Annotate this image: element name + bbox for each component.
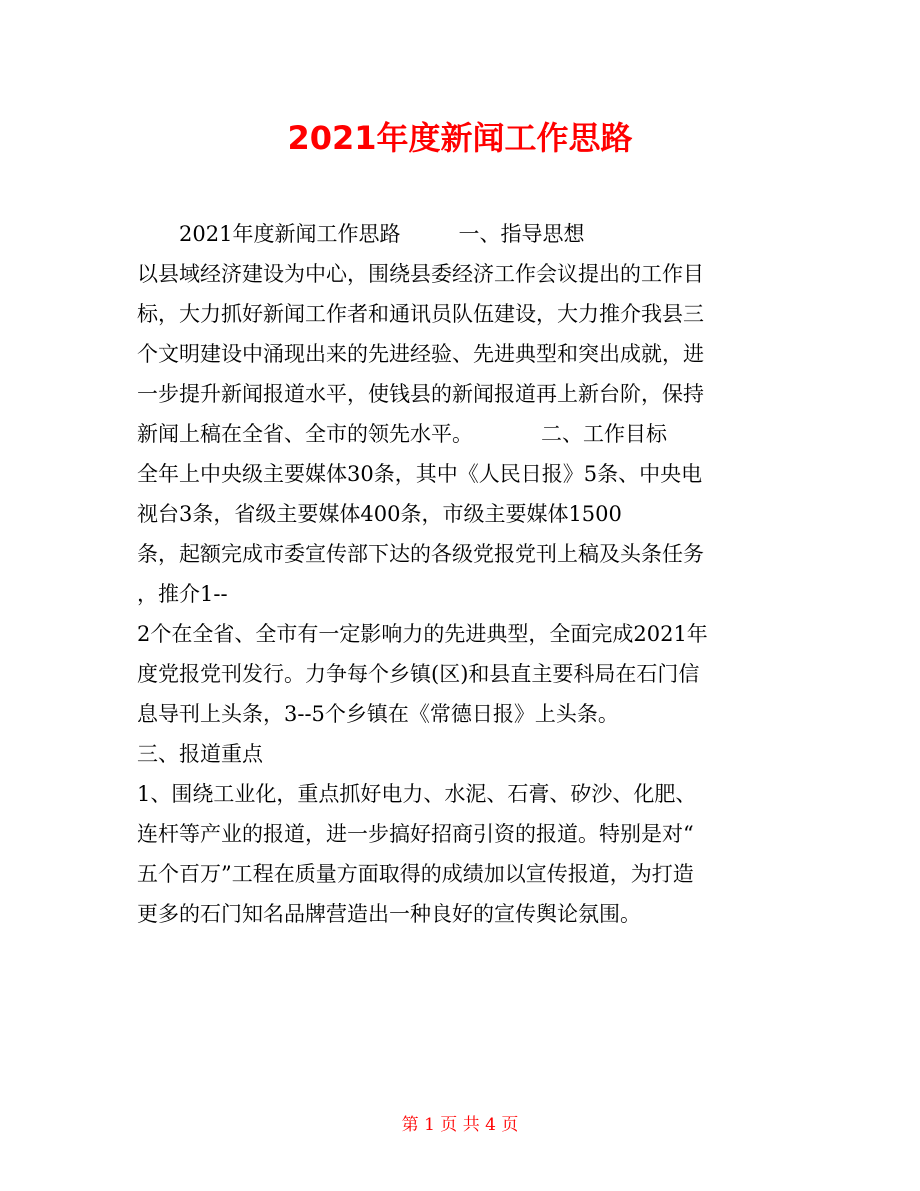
body-line: 息导刊上头条，3--5个乡镇在《常德日报》上头条。 [137, 702, 619, 726]
body-line: 条，起额完成市委宣传部下达的各级党报党刊上稿及头条任务 [137, 542, 704, 566]
body-line: 视台3条，省级主要媒体400条，市级主要媒体1500 [137, 502, 622, 526]
body-line [137, 414, 789, 454]
body-line: 2个在全省、全市有一定影响力的先进典型，全面完成2021年 [137, 622, 708, 646]
document-title: 2021年度新闻工作思路 [287, 119, 633, 157]
body-line: 连杆等产业的报道，进一步搞好招商引资的报道。特别是对“ [137, 822, 694, 846]
section-heading: 一、指导思想 [458, 222, 585, 246]
body-line: 全年上中央级主要媒体30条，其中《人民日报》5条、中央电 [137, 462, 703, 486]
document-body [137, 214, 789, 934]
body-line-part: 2021年度新闻工作思路 [179, 222, 401, 246]
body-line [137, 214, 789, 254]
page-number-footer: 第 1 页 共 4 页 [401, 1115, 519, 1135]
body-line: 五个百万”工程在质量方面取得的成绩加以宣传报道，为打造 [137, 862, 694, 886]
body-line: 一步提升新闻报道水平，使钱县的新闻报道再上新台阶，保持 [137, 382, 704, 406]
body-line: 1、围绕工业化，重点抓好电力、水泥、石膏、矽沙、化肥、 [137, 782, 697, 806]
body-line: ，推介1-- [137, 582, 228, 606]
body-line-part: 新闻上稿在全省、全市的领先水平。 [137, 422, 473, 446]
section-heading: 二、工作目标 [541, 422, 667, 446]
section-heading: 三、报道重点 [137, 742, 263, 766]
body-line: 更多的石门知名品牌营造出一种良好的宣传舆论氛围。 [137, 902, 641, 926]
body-line: 度党报党刊发行。力争每个乡镇(区)和县直主要科局在石门信 [137, 662, 700, 686]
body-line: 个文明建设中涌现出来的先进经验、先进典型和突出成就，进 [137, 342, 704, 366]
body-line: 标，大力抓好新闻工作者和通讯员队伍建设，大力推介我县三 [137, 302, 704, 326]
body-line: 以县域经济建设为中心，围绕县委经济工作会议提出的工作目 [137, 262, 704, 286]
